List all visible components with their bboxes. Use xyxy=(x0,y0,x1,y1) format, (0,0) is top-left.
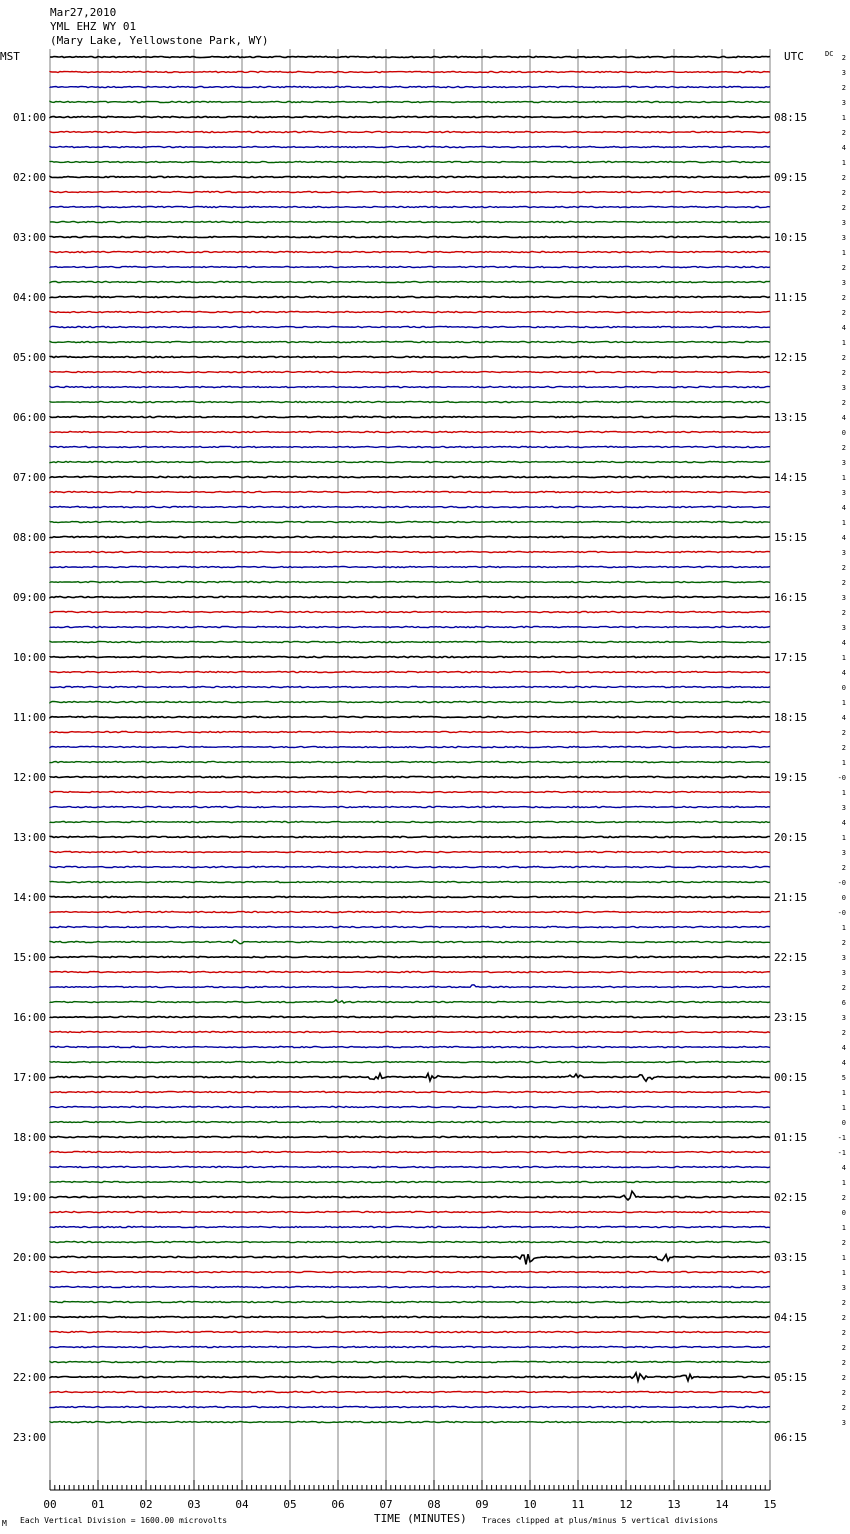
mst-hour-label: 18:00 xyxy=(13,1131,47,1144)
dc-offset-value: 4 xyxy=(841,669,846,677)
dc-offset-value: 1 xyxy=(841,789,846,797)
right-timezone-label: UTC xyxy=(784,50,804,63)
dc-offset-value: 1 xyxy=(841,339,846,347)
utc-hour-label: 21:15 xyxy=(774,891,808,904)
left-timezone-label: MST xyxy=(0,50,20,63)
trace-line xyxy=(50,416,770,417)
trace-line xyxy=(50,596,770,597)
dc-offset-value: 2 xyxy=(841,729,846,737)
trace-line xyxy=(50,1226,770,1227)
dc-offset-value: 2 xyxy=(841,744,846,752)
dc-offset-value: 2 xyxy=(841,189,846,197)
mst-hour-label: 20:00 xyxy=(13,1251,47,1264)
dc-offset-values xyxy=(838,54,846,1427)
mst-hour-label: 04:00 xyxy=(13,291,47,304)
trace-line xyxy=(50,1373,770,1381)
utc-hour-label: 22:15 xyxy=(774,951,808,964)
dc-offset-value: 3 xyxy=(841,849,846,857)
dc-offset-value: 4 xyxy=(841,1164,846,1172)
dc-offset-value: 2 xyxy=(841,1194,846,1202)
utc-hour-label: 09:15 xyxy=(774,171,808,184)
trace-line xyxy=(50,101,770,102)
x-tick-label: 04 xyxy=(235,1498,249,1511)
dc-offset-value: 4 xyxy=(841,534,846,542)
trace-line xyxy=(50,1254,770,1264)
dc-offset-value: 3 xyxy=(841,594,846,602)
mst-hour-label: 23:00 xyxy=(13,1431,47,1444)
trace-line xyxy=(50,221,770,222)
dc-offset-value: 1 xyxy=(841,249,846,257)
x-axis xyxy=(43,1480,776,1511)
dc-offset-value: 3 xyxy=(841,384,846,392)
trace-line xyxy=(50,146,770,147)
mst-hour-label: 22:00 xyxy=(13,1371,47,1384)
mst-hour-label: 02:00 xyxy=(13,171,47,184)
trace-line xyxy=(50,1286,770,1287)
trace-line xyxy=(50,206,770,207)
dc-offset-value: 2 xyxy=(841,609,846,617)
utc-hour-label: 19:15 xyxy=(774,771,808,784)
trace-line xyxy=(50,940,770,944)
x-tick-label: 15 xyxy=(763,1498,777,1511)
dc-offset-value: 3 xyxy=(841,99,846,107)
dc-offset-value: -1 xyxy=(837,1149,846,1157)
trace-line xyxy=(50,985,770,988)
dc-offset-value: 6 xyxy=(841,999,846,1007)
dc-offset-value: 1 xyxy=(841,699,846,707)
trace-line xyxy=(50,1191,770,1200)
utc-hour-label: 04:15 xyxy=(774,1311,808,1324)
trace-line xyxy=(50,1091,770,1092)
utc-hour-labels xyxy=(774,111,807,1444)
footer-mark: M xyxy=(2,1519,7,1528)
trace-line xyxy=(50,1151,770,1152)
mst-hour-label: 17:00 xyxy=(13,1071,47,1084)
dc-offset-value: 1 xyxy=(841,654,846,662)
mst-hour-labels xyxy=(13,111,46,1444)
dc-offset-value: 3 xyxy=(841,804,846,812)
dc-offset-value: 3 xyxy=(841,549,846,557)
dc-offset-value: 1 xyxy=(841,1089,846,1097)
utc-hour-label: 02:15 xyxy=(774,1191,808,1204)
trace-line xyxy=(50,86,770,87)
record-date: Mar27,2010 xyxy=(50,6,117,19)
dc-offset-value: 4 xyxy=(841,714,846,722)
x-tick-label: 09 xyxy=(475,1498,489,1511)
utc-hour-label: 01:15 xyxy=(774,1131,808,1144)
trace-line xyxy=(50,476,770,477)
utc-hour-label: 14:15 xyxy=(774,471,808,484)
x-tick-label: 10 xyxy=(523,1498,537,1511)
trace-line xyxy=(50,686,770,687)
x-tick-label: 08 xyxy=(427,1498,441,1511)
trace-line xyxy=(50,1361,770,1362)
mst-hour-label: 19:00 xyxy=(13,1191,47,1204)
trace-line xyxy=(50,326,770,327)
trace-line xyxy=(50,746,770,747)
x-tick-label: 06 xyxy=(331,1498,345,1511)
dc-offset-value: 1 xyxy=(841,519,846,527)
trace-line xyxy=(50,1421,770,1422)
x-tick-label: 13 xyxy=(667,1498,681,1511)
dc-offset-value: 3 xyxy=(841,954,846,962)
dc-offset-value: 0 xyxy=(841,894,846,902)
x-tick-label: 14 xyxy=(715,1498,729,1511)
x-axis-title: TIME (MINUTES) xyxy=(374,1512,467,1525)
dc-offset-value: 2 xyxy=(841,264,846,272)
trace-line xyxy=(50,761,770,762)
utc-hour-label: 16:15 xyxy=(774,591,808,604)
trace-line xyxy=(50,1166,770,1167)
dc-offset-value: 0 xyxy=(841,429,846,437)
dc-offset-value: 2 xyxy=(841,564,846,572)
trace-line xyxy=(50,776,770,777)
mst-hour-label: 01:00 xyxy=(13,111,47,124)
trace-line xyxy=(50,971,770,972)
dc-offset-value: 2 xyxy=(841,294,846,302)
dc-offset-header: DC xyxy=(825,50,834,58)
utc-hour-label: 23:15 xyxy=(774,1011,808,1024)
trace-line xyxy=(50,1046,770,1047)
trace-line xyxy=(50,956,770,957)
x-tick-label: 02 xyxy=(139,1498,153,1511)
dc-offset-value: 3 xyxy=(841,969,846,977)
mst-hour-label: 15:00 xyxy=(13,951,47,964)
utc-hour-label: 17:15 xyxy=(774,651,808,664)
x-tick-label: 01 xyxy=(91,1498,105,1511)
trace-line xyxy=(50,1073,770,1081)
x-tick-label: 03 xyxy=(187,1498,201,1511)
trace-line xyxy=(50,701,770,702)
utc-hour-label: 05:15 xyxy=(774,1371,808,1384)
mst-hour-label: 08:00 xyxy=(13,531,47,544)
station-code: YML EHZ WY 01 xyxy=(50,20,137,33)
dc-offset-value: 1 xyxy=(841,474,846,482)
trace-line xyxy=(50,371,770,372)
dc-offset-value: 4 xyxy=(841,1059,846,1067)
dc-offset-value: 2 xyxy=(841,1389,846,1397)
scale-note: Each Vertical Division = 1600.00 microvolts xyxy=(20,1516,228,1525)
dc-offset-value: 2 xyxy=(841,939,846,947)
trace-line xyxy=(50,1031,770,1032)
dc-offset-value: 2 xyxy=(841,1299,846,1307)
trace-line xyxy=(50,281,770,282)
trace-line xyxy=(50,1136,770,1137)
trace-line xyxy=(50,851,770,852)
dc-offset-value: 3 xyxy=(841,459,846,467)
dc-offset-value: 3 xyxy=(841,1419,846,1427)
trace-line xyxy=(50,671,770,672)
utc-hour-label: 13:15 xyxy=(774,411,808,424)
trace-line xyxy=(50,161,770,162)
trace-line xyxy=(50,1181,770,1182)
x-tick-label: 11 xyxy=(571,1498,585,1511)
mst-hour-label: 09:00 xyxy=(13,591,47,604)
utc-hour-label: 03:15 xyxy=(774,1251,808,1264)
dc-offset-value: 4 xyxy=(841,504,846,512)
trace-line xyxy=(50,506,770,507)
station-location: (Mary Lake, Yellowstone Park, WY) xyxy=(50,34,269,47)
trace-line xyxy=(50,1121,770,1122)
dc-offset-value: 0 xyxy=(841,1209,846,1217)
dc-offset-value: 1 xyxy=(841,159,846,167)
mst-hour-label: 12:00 xyxy=(13,771,47,784)
dc-offset-value: 1 xyxy=(841,834,846,842)
trace-line xyxy=(50,581,770,582)
mst-hour-label: 03:00 xyxy=(13,231,47,244)
trace-line xyxy=(50,881,770,882)
x-tick-label: 07 xyxy=(379,1498,393,1511)
dc-offset-value: 2 xyxy=(841,1359,846,1367)
trace-line xyxy=(50,491,770,492)
dc-offset-value: 1 xyxy=(841,924,846,932)
seismic-traces xyxy=(50,56,770,1422)
utc-hour-label: 06:15 xyxy=(774,1431,808,1444)
trace-line xyxy=(50,611,770,612)
trace-line xyxy=(50,176,770,177)
trace-line xyxy=(50,236,770,237)
dc-offset-value: 1 xyxy=(841,1269,846,1277)
dc-offset-value: 1 xyxy=(841,759,846,767)
dc-offset-value: 2 xyxy=(841,1404,846,1412)
trace-line xyxy=(50,896,770,897)
clip-note: Traces clipped at plus/minus 5 vertical divisions xyxy=(482,1516,719,1525)
trace-line xyxy=(50,806,770,807)
trace-line xyxy=(50,461,770,462)
dc-offset-value: 3 xyxy=(841,1284,846,1292)
trace-line xyxy=(50,1316,770,1317)
dc-offset-value: 2 xyxy=(841,984,846,992)
dc-offset-value: 1 xyxy=(841,1254,846,1262)
trace-line xyxy=(50,551,770,552)
trace-line xyxy=(50,1061,770,1062)
utc-hour-label: 18:15 xyxy=(774,711,808,724)
dc-offset-value: 1 xyxy=(841,114,846,122)
dc-offset-value: 2 xyxy=(841,1344,846,1352)
utc-hour-label: 15:15 xyxy=(774,531,808,544)
dc-offset-value: 4 xyxy=(841,414,846,422)
dc-offset-value: 2 xyxy=(841,54,846,62)
dc-offset-value: -0 xyxy=(837,879,846,887)
utc-hour-label: 11:15 xyxy=(774,291,808,304)
dc-offset-value: 2 xyxy=(841,354,846,362)
trace-line xyxy=(50,1301,770,1302)
mst-hour-label: 21:00 xyxy=(13,1311,47,1324)
trace-line xyxy=(50,716,770,717)
mst-hour-label: 10:00 xyxy=(13,651,47,664)
trace-line xyxy=(50,1241,770,1242)
dc-offset-value: 2 xyxy=(841,1029,846,1037)
trace-line xyxy=(50,911,770,912)
trace-line xyxy=(50,251,770,252)
dc-offset-value: 3 xyxy=(841,624,846,632)
trace-line xyxy=(50,1106,770,1107)
dc-offset-value: 2 xyxy=(841,1374,846,1382)
mst-hour-label: 05:00 xyxy=(13,351,47,364)
trace-line xyxy=(50,446,770,447)
dc-offset-value: 2 xyxy=(841,174,846,182)
mst-hour-label: 13:00 xyxy=(13,831,47,844)
mst-hour-label: 14:00 xyxy=(13,891,47,904)
trace-line xyxy=(50,341,770,342)
dc-offset-value: 2 xyxy=(841,1314,846,1322)
utc-hour-label: 20:15 xyxy=(774,831,808,844)
dc-offset-value: 0 xyxy=(841,1119,846,1127)
dc-offset-value: 2 xyxy=(841,204,846,212)
dc-offset-value: 5 xyxy=(841,1074,846,1082)
dc-offset-value: 1 xyxy=(841,1224,846,1232)
dc-offset-value: 0 xyxy=(841,684,846,692)
trace-line xyxy=(50,866,770,867)
dc-offset-value: 3 xyxy=(841,1014,846,1022)
dc-offset-value: 4 xyxy=(841,819,846,827)
mst-hour-label: 11:00 xyxy=(13,711,47,724)
trace-line xyxy=(50,116,770,117)
trace-line xyxy=(50,641,770,642)
dc-offset-value: 1 xyxy=(841,1179,846,1187)
trace-line xyxy=(50,401,770,402)
dc-offset-value: 4 xyxy=(841,639,846,647)
utc-hour-label: 08:15 xyxy=(774,111,808,124)
trace-line xyxy=(50,566,770,567)
dc-offset-value: 2 xyxy=(841,1329,846,1337)
trace-line xyxy=(50,71,770,72)
trace-line xyxy=(50,1331,770,1332)
trace-line xyxy=(50,836,770,837)
trace-line xyxy=(50,311,770,312)
dc-offset-value: -1 xyxy=(837,1134,846,1142)
x-tick-label: 05 xyxy=(283,1498,297,1511)
dc-offset-value: 2 xyxy=(841,864,846,872)
dc-offset-value: 3 xyxy=(841,69,846,77)
trace-line xyxy=(50,296,770,297)
trace-line xyxy=(50,626,770,627)
dc-offset-value: 4 xyxy=(841,324,846,332)
trace-line xyxy=(50,521,770,522)
trace-line xyxy=(50,356,770,357)
dc-offset-value: 2 xyxy=(841,309,846,317)
dc-offset-value: 4 xyxy=(841,1044,846,1052)
utc-hour-label: 00:15 xyxy=(774,1071,808,1084)
minute-gridlines xyxy=(50,49,770,1490)
dc-offset-value: 2 xyxy=(841,1239,846,1247)
trace-line xyxy=(50,926,770,927)
dc-offset-value: -0 xyxy=(837,774,846,782)
trace-line xyxy=(50,656,770,657)
trace-line xyxy=(50,1016,770,1017)
utc-hour-label: 12:15 xyxy=(774,351,808,364)
dc-offset-value: 2 xyxy=(841,399,846,407)
trace-line xyxy=(50,1406,770,1407)
mst-hour-label: 06:00 xyxy=(13,411,47,424)
trace-line xyxy=(50,536,770,537)
mst-hour-label: 16:00 xyxy=(13,1011,47,1024)
trace-line xyxy=(50,386,770,387)
trace-line xyxy=(50,266,770,267)
dc-offset-value: 1 xyxy=(841,1104,846,1112)
dc-offset-value: -0 xyxy=(837,909,846,917)
trace-line xyxy=(50,1000,770,1003)
trace-line xyxy=(50,1211,770,1212)
dc-offset-value: 3 xyxy=(841,279,846,287)
trace-line xyxy=(50,731,770,732)
dc-offset-value: 4 xyxy=(841,144,846,152)
dc-offset-value: 2 xyxy=(841,579,846,587)
mst-hour-label: 07:00 xyxy=(13,471,47,484)
dc-offset-value: 2 xyxy=(841,369,846,377)
x-tick-label: 12 xyxy=(619,1498,633,1511)
trace-line xyxy=(50,1271,770,1272)
dc-offset-value: 2 xyxy=(841,129,846,137)
dc-offset-value: 2 xyxy=(841,84,846,92)
dc-offset-value: 3 xyxy=(841,234,846,242)
dc-offset-value: 3 xyxy=(841,219,846,227)
trace-line xyxy=(50,1346,770,1347)
dc-offset-value: 3 xyxy=(841,489,846,497)
utc-hour-label: 10:15 xyxy=(774,231,808,244)
trace-line xyxy=(50,821,770,822)
x-tick-label: 00 xyxy=(43,1498,57,1511)
trace-line xyxy=(50,56,770,57)
trace-line xyxy=(50,131,770,132)
trace-line xyxy=(50,431,770,432)
trace-line xyxy=(50,1391,770,1392)
trace-line xyxy=(50,791,770,792)
trace-line xyxy=(50,191,770,192)
dc-offset-value: 2 xyxy=(841,444,846,452)
